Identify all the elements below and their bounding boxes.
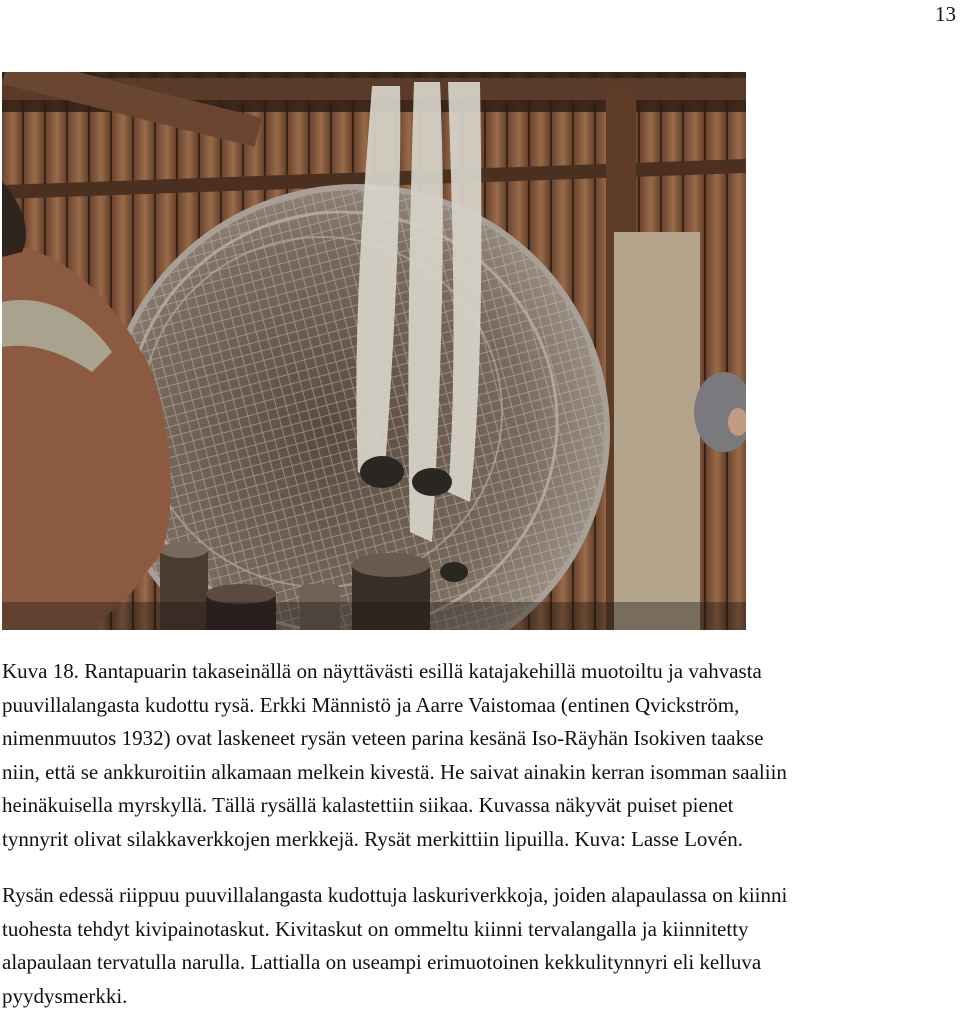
photo-caption xyxy=(2,655,952,856)
photo-fish-trap xyxy=(2,72,746,630)
caption-line: niin, että se ankkuroitiin alkamaan melkein kivestä. He saivat ainakin kerran isomman saaliin xyxy=(2,756,952,790)
page-number: 13 xyxy=(935,2,956,26)
body-line: pyydysmerkki. xyxy=(2,980,952,1013)
body-line: alapaulaan tervatulla narulla. Lattialla on useampi erimuotoinen kekkulitynnyri eli kelluva xyxy=(2,946,952,980)
pale-board xyxy=(614,232,700,630)
caption-line: heinäkuisella myrskyllä. Tällä rysällä kalastettiin siikaa. Kuvassa näkyvät puiset pienet xyxy=(2,789,952,823)
caption-line: nimenmuutos 1932) ovat laskeneet rysän veteen parina kesänä Iso-Räyhän Isokiven taakse xyxy=(2,722,952,756)
photo-illustration xyxy=(2,72,746,630)
body-line: Rysän edessä riippuu puuvillalangasta kudottuja laskuriverkkoja, joiden alapaulassa on kiinni xyxy=(2,879,952,913)
body-line: tuohesta tehdyt kivipainotaskut. Kivitaskut on ommeltu kiinni tervalangalla ja kiinnitetty xyxy=(2,913,952,947)
caption-line: puuvillalangasta kudottu rysä. Erkki Männistö ja Aarre Vaistomaa (entinen Qvickström, xyxy=(2,689,952,723)
caption-line: tynnyrit olivat silakkaverkkojen merkkejä. Rysät merkittiin lipuilla. Kuva: Lasse Lovén. xyxy=(2,823,952,857)
caption-line: Kuva 18. Rantapuarin takaseinällä on näyttävästi esillä katajakehillä muotoiltu ja vahvasta xyxy=(2,655,952,689)
body-paragraph xyxy=(2,879,952,1013)
